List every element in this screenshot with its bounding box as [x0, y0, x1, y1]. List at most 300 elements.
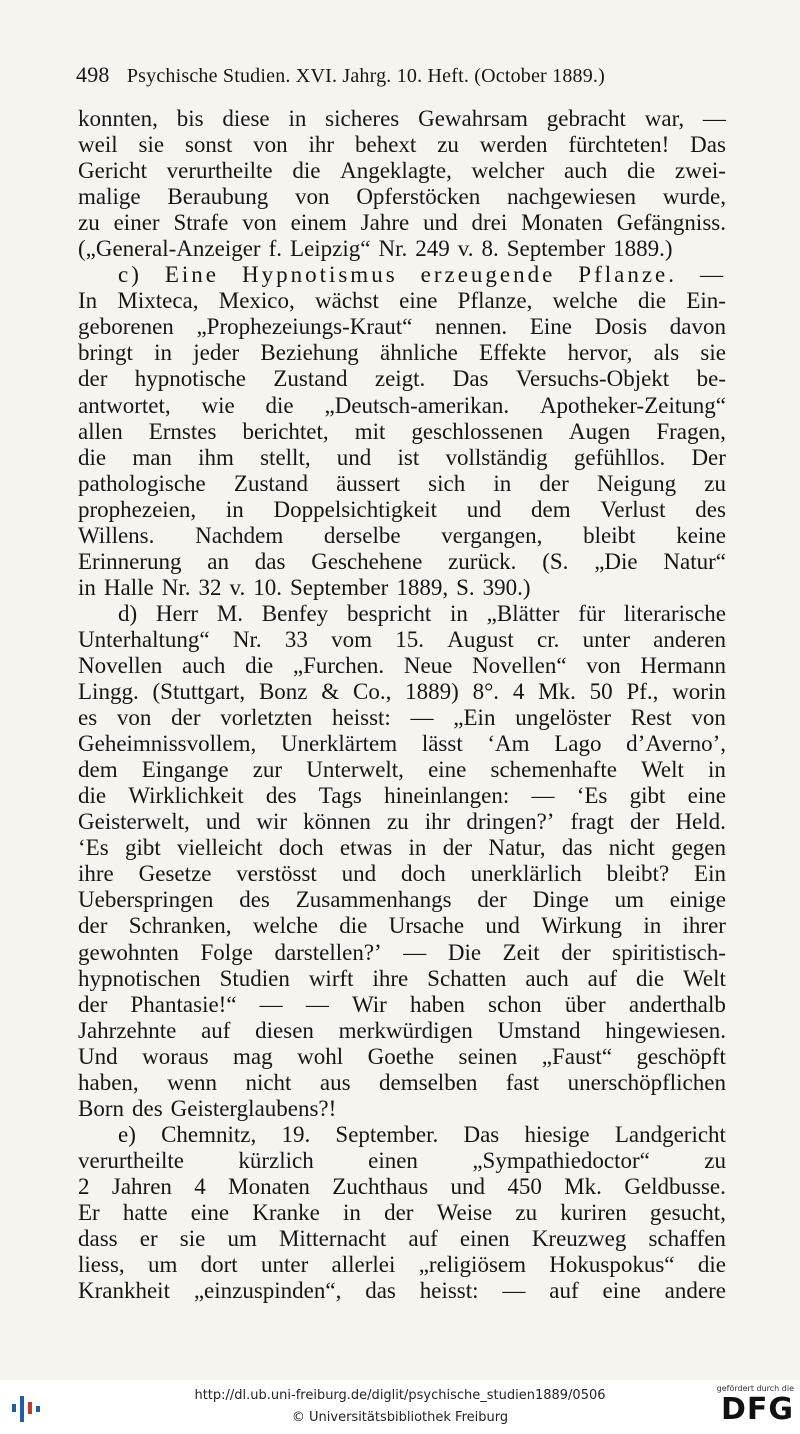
word: Monaten [228, 1173, 310, 1199]
word: 2 [78, 1173, 90, 1199]
word: unerschöpflichen [567, 1069, 726, 1095]
word: eine [399, 288, 438, 314]
word: ‘Am [487, 731, 530, 757]
text-line [78, 940, 726, 966]
word: 32 [198, 574, 222, 600]
word: war, [644, 106, 685, 131]
text-line [78, 861, 726, 887]
word: der [78, 991, 108, 1017]
word: ungelöster [515, 705, 612, 731]
dfg-logo-text: DFG [720, 1392, 794, 1427]
word: der [630, 809, 660, 835]
word: Mixteca, [117, 288, 199, 314]
word: hiesige [524, 1121, 590, 1147]
running-header [76, 60, 724, 90]
text-line [78, 1278, 726, 1304]
word: die [635, 965, 665, 991]
word: Eine [164, 262, 219, 288]
word: bleibt [583, 522, 636, 548]
word: f. [268, 236, 283, 262]
word: und [450, 1173, 485, 1199]
word: Zeit [502, 939, 540, 965]
word: und [485, 913, 520, 939]
word: ist [397, 444, 420, 470]
word: davon [669, 314, 726, 340]
word: die [637, 288, 667, 314]
word: geschlossenen [411, 418, 543, 444]
word: Eingange [141, 757, 229, 783]
word: von [586, 652, 621, 678]
dfg-logo [702, 1384, 794, 1432]
word: aus [319, 1069, 351, 1095]
word: berichtet, [242, 418, 329, 444]
word: Angeklagte, [340, 158, 452, 184]
word: konnten, [78, 106, 158, 131]
word: die [339, 913, 368, 939]
text-line [78, 471, 726, 497]
text-line [78, 992, 726, 1018]
word: Phantasie!“ [130, 991, 237, 1017]
word: schon [488, 991, 542, 1017]
word: Chemnitz, [161, 1121, 257, 1147]
word: September. [335, 1121, 439, 1147]
word: geschöpft [636, 1043, 726, 1069]
word: vom [331, 626, 373, 652]
text-line [78, 887, 726, 913]
word: Jahren [111, 1173, 172, 1199]
word: Tags [318, 783, 362, 809]
word: Doppelsichtigkeit [273, 496, 438, 522]
word: Krankheit [78, 1278, 170, 1304]
text-line [78, 575, 726, 601]
word: bleibt? [606, 861, 670, 887]
word: Gericht [78, 158, 147, 184]
text-line [78, 757, 726, 783]
text-line [78, 1070, 726, 1096]
word: ihre [78, 861, 114, 887]
word: in [225, 496, 244, 522]
word: welche [552, 288, 618, 314]
word: Rest [630, 705, 672, 731]
word: und [423, 210, 458, 236]
word: diese [222, 106, 270, 131]
word: zeigt. [374, 366, 426, 392]
word: Gewahrsam [418, 106, 528, 131]
word: gesucht, [649, 1199, 726, 1225]
word: Unterwelt, [306, 757, 404, 783]
word: ähnliche [379, 340, 458, 366]
word: der [171, 705, 201, 731]
word: zu [386, 809, 409, 835]
text-line [78, 783, 726, 809]
text-line [78, 262, 726, 288]
word: gefühllos. [573, 444, 666, 470]
word: Strafe [173, 210, 229, 236]
word: — [502, 1278, 526, 1304]
word: Jahre [360, 210, 410, 236]
word: ihr [308, 132, 335, 158]
word: auch [525, 965, 569, 991]
word: von [242, 210, 277, 236]
word: äussert [336, 470, 401, 496]
word: welcher [471, 158, 545, 184]
word: um [614, 887, 644, 913]
word: heisst: [419, 1278, 479, 1304]
word: Natur, [488, 835, 546, 861]
word: der [442, 835, 473, 861]
word: M. [216, 600, 244, 626]
word: Nachdem [195, 522, 284, 548]
text-line [78, 1044, 726, 1070]
word: Pflanze. [578, 262, 678, 288]
word: Zuchthaus [332, 1173, 429, 1199]
word: ihrer [682, 913, 726, 939]
word: doch [401, 861, 446, 887]
word: zu [704, 470, 726, 496]
word: ihr [424, 809, 451, 835]
word: Mk. [564, 1173, 602, 1199]
word: haben, [78, 1069, 139, 1095]
word: eine [602, 1278, 641, 1304]
word: heisst: [332, 705, 391, 731]
viewer-footer [0, 1380, 800, 1434]
word: Zustand [233, 470, 308, 496]
word: nachgewiesen [506, 184, 636, 210]
word: vielleicht [177, 835, 263, 861]
word: welche [252, 913, 318, 939]
text-line [78, 679, 726, 705]
word: spiritistisch- [612, 939, 726, 965]
word: hypnotische [134, 366, 246, 392]
word: Apotheker-Zeitung“ [539, 392, 726, 418]
source-url-link[interactable]: http://dl.ub.uni-freiburg.de/diglit/psychische_studien1889/0506 [194, 1388, 606, 1403]
word: andere [664, 1278, 726, 1304]
text-line [78, 366, 726, 392]
word: zwei- [674, 158, 726, 184]
word: das [561, 835, 593, 861]
word: Zustand [273, 366, 348, 392]
word: v. [457, 236, 474, 262]
text-line [78, 653, 726, 679]
word: Leipzig“ [290, 236, 371, 262]
word: stellt, [260, 444, 311, 470]
word: verurtheilte [78, 1147, 185, 1173]
word: der [539, 470, 569, 496]
text-line [78, 340, 726, 366]
word: Folge [200, 939, 253, 965]
word: Natur“ [663, 548, 726, 574]
word: eine [428, 757, 467, 783]
word: 19. [281, 1121, 311, 1147]
text-line [78, 497, 726, 523]
word: Weise [436, 1199, 493, 1225]
word: fragt [570, 809, 614, 835]
word: nicht [245, 1069, 292, 1095]
word: die [245, 652, 274, 678]
word: die [697, 1252, 726, 1278]
word: zu [515, 1199, 538, 1225]
word: hingewiesen. [605, 1017, 726, 1043]
word: Hypnotismus [241, 262, 398, 288]
word: er [139, 1226, 158, 1252]
word: mit [354, 418, 386, 444]
word: einen [459, 1226, 510, 1252]
word: Versuchs-Objekt [515, 366, 670, 392]
text-line [78, 705, 726, 731]
word: von [253, 132, 288, 158]
word: Mitternacht [278, 1226, 387, 1252]
word: „Prophezeiungs-Kraut“ [196, 314, 413, 340]
word: Nr. [161, 574, 191, 600]
word: etwas [339, 835, 393, 861]
word: Bonz [258, 679, 308, 705]
word: Das [452, 366, 489, 392]
word: Beziehung [260, 340, 359, 366]
word: in [288, 106, 307, 131]
word: Co., [352, 679, 392, 705]
word: literarische [623, 600, 726, 626]
word: derselbe [323, 522, 401, 548]
word: von [116, 705, 152, 731]
word: und [336, 444, 372, 470]
word: dem [78, 757, 118, 783]
word: gewohnten [78, 939, 179, 965]
word: dort [200, 1252, 238, 1278]
word: pathologische [78, 470, 206, 496]
running-title: Psychische Studien. XVI. Jahrg. 10. Heft. (October 1889.) [126, 65, 605, 87]
word: „einzuspinden“, [193, 1278, 342, 1304]
word: werden [479, 132, 548, 158]
word: und [466, 496, 502, 522]
word: v. [229, 574, 246, 600]
word: schemenhafte [490, 757, 617, 783]
word: über [564, 991, 606, 1017]
word: Jahrzehnte [78, 1017, 177, 1043]
word: auf [201, 1017, 231, 1043]
word: Ein- [686, 288, 726, 314]
word: Das [690, 132, 726, 158]
word: Effekte [479, 340, 547, 366]
word: Held. [675, 809, 726, 835]
word: einem [290, 210, 347, 236]
word: Benfey [261, 600, 329, 626]
text-line [78, 158, 726, 184]
word: haben [409, 991, 465, 1017]
word: von [691, 705, 726, 731]
word: Und [78, 1043, 118, 1069]
word: Kreuzweg [531, 1226, 627, 1252]
word: ihm [198, 444, 234, 470]
word: „Deutsch-amerikan. [324, 392, 510, 418]
word: 4 [512, 679, 525, 705]
word: einige [669, 887, 726, 913]
word: jeder [193, 340, 240, 366]
word: S. [456, 574, 475, 600]
text-line [78, 1252, 726, 1278]
word: liess, [78, 1252, 125, 1278]
word: kürzlich [238, 1147, 314, 1173]
word: Welt [641, 757, 684, 783]
word: des [239, 887, 270, 913]
word: eine [190, 1199, 230, 1225]
word: in [493, 470, 512, 496]
text-line [78, 913, 726, 939]
word: prophezeien, [78, 496, 197, 522]
word: schaffen [648, 1226, 726, 1252]
word: — [403, 939, 427, 965]
word: Herr [155, 600, 199, 626]
word: „Sympathiedoctor“ [472, 1147, 650, 1173]
word: als [653, 340, 680, 366]
word: doch [278, 835, 324, 861]
word: des [695, 496, 726, 522]
text-line [78, 314, 726, 340]
text-line [78, 1174, 726, 1200]
word: Zusammenhangs [295, 887, 452, 913]
text-line [78, 1200, 726, 1226]
word: die [627, 158, 656, 184]
word: antwortet, [78, 392, 171, 418]
word: Novellen [78, 652, 163, 678]
word: der [78, 366, 108, 392]
text-line [78, 523, 726, 549]
word: Unterhaltung“ [78, 626, 210, 652]
word: — [531, 783, 555, 809]
text-line [78, 132, 726, 158]
word: Novellen“ [472, 652, 567, 678]
word: woraus [142, 1043, 209, 1069]
word: um [147, 1252, 178, 1278]
word: geborenen [78, 314, 174, 340]
word: unter [582, 626, 630, 652]
word: einer [113, 210, 160, 236]
word: fast [505, 1069, 540, 1095]
word: 390.) [482, 574, 531, 600]
text-line [78, 601, 726, 627]
text-line [78, 419, 726, 445]
word: in [408, 835, 427, 861]
word: Fragen, [656, 418, 726, 444]
word: („General-Anzeiger [78, 236, 261, 262]
word: Monaten [521, 210, 603, 236]
word: des [132, 1095, 163, 1121]
word: diesen [255, 1017, 314, 1043]
word: Das [463, 1121, 500, 1147]
text-line [78, 549, 726, 575]
word: 1889) [405, 679, 459, 705]
word: Umstand [497, 1017, 581, 1043]
word: d’Averno’, [626, 731, 726, 757]
word: gibt [629, 783, 666, 809]
word: die [292, 158, 321, 184]
word: Mexico, [218, 288, 295, 314]
word: anderen [653, 626, 726, 652]
word: Welt [683, 965, 726, 991]
word: 1889, [396, 574, 449, 600]
text-line [78, 809, 726, 835]
word: Ursache [388, 913, 465, 939]
word: Ein [694, 861, 726, 887]
word: auf [549, 1278, 579, 1304]
word: keine [676, 522, 726, 548]
word: nennen. [435, 314, 508, 340]
word: Eine [529, 314, 573, 340]
word: der [384, 1199, 414, 1225]
word: 8. [481, 236, 499, 262]
word: Nr. [232, 626, 262, 652]
word: — [259, 991, 283, 1017]
word: für [578, 600, 606, 626]
word: das [365, 1278, 396, 1304]
word: zurück. [448, 548, 517, 574]
word: der [78, 913, 108, 939]
word: der [477, 887, 507, 913]
word: Pflanze, [457, 288, 533, 314]
word: — [699, 262, 726, 288]
word: wirft [308, 965, 354, 991]
word: bis [176, 106, 204, 131]
word: und [341, 861, 377, 887]
word: sie [700, 340, 726, 366]
word: Erinnerung [78, 548, 182, 574]
word: Ueberspringen [78, 887, 214, 913]
text-line [78, 184, 726, 210]
word: Wirkung [541, 913, 623, 939]
word: unter [260, 1252, 309, 1278]
word: die [78, 783, 107, 809]
word: e) [118, 1121, 136, 1147]
text-line [78, 1122, 726, 1148]
word: worin [672, 679, 726, 705]
word: Lago [554, 731, 602, 757]
word: Wir [351, 991, 387, 1017]
word: in [450, 600, 468, 626]
word: des [265, 783, 297, 809]
word: unerklärlich [470, 861, 582, 887]
word: auch [181, 652, 226, 678]
word: wohl [297, 1043, 344, 1069]
word: & [321, 679, 340, 705]
word: Schranken, [128, 913, 232, 939]
word: in [343, 1199, 361, 1225]
word: wächst [315, 288, 379, 314]
word: dass [78, 1226, 118, 1252]
word: Halle [103, 574, 154, 600]
word: sich [428, 470, 466, 496]
word: Verlust [600, 496, 666, 522]
word: Der [691, 444, 726, 470]
word: hatte [122, 1199, 168, 1225]
word: malige [78, 184, 141, 210]
word: merkwürdigen [338, 1017, 473, 1043]
word: gibt [124, 835, 161, 861]
word: hypnotischen [78, 965, 201, 991]
word: Geschehene [311, 548, 423, 574]
word: Wirklichkeit [128, 783, 244, 809]
word: behext [354, 132, 417, 158]
word: lässt [421, 731, 463, 757]
text-line [78, 210, 726, 236]
word: in [643, 913, 662, 939]
text-line [78, 966, 726, 992]
word: einen [368, 1147, 418, 1173]
word: Neigung [596, 470, 677, 496]
word: d) [118, 600, 138, 626]
word: in [708, 757, 726, 783]
word: (S. [542, 548, 569, 574]
word: — [410, 705, 434, 731]
word: Willens. [78, 522, 155, 548]
